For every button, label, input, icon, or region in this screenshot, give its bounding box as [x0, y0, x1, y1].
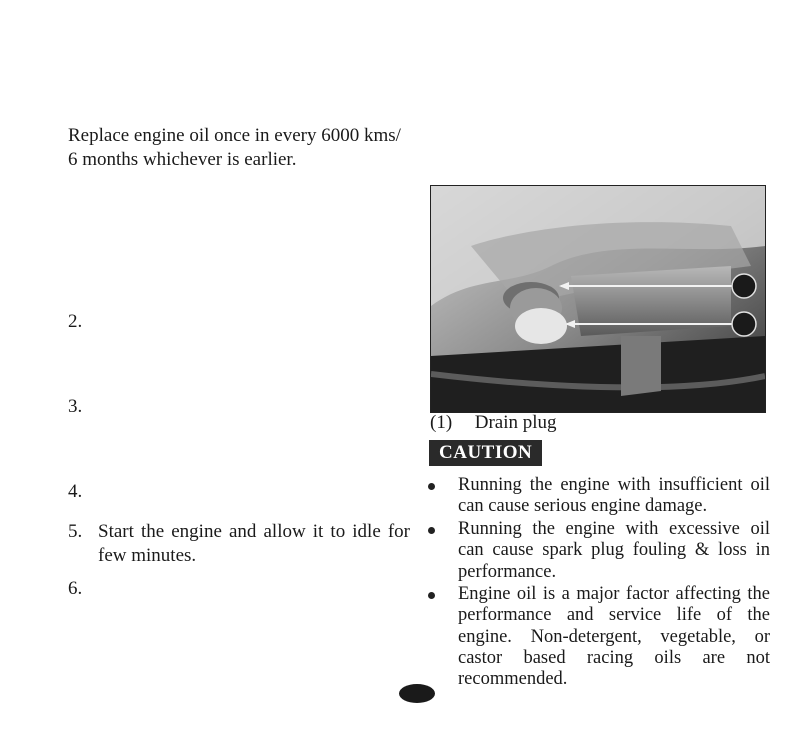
step-5-text: Start the engine and allow it to idle for few minutes. — [98, 521, 410, 566]
engine-underside-illustration — [431, 186, 765, 412]
drain-plug-photo — [430, 185, 766, 413]
bullet-dot — [428, 592, 435, 599]
page-number-badge — [399, 684, 435, 703]
step-5-number: 5. — [68, 521, 83, 542]
caution-bullet-2-text: Running the engine with excessive oil can cause spark plug fouling & loss in performance. — [458, 519, 770, 582]
caution-bullet-1-text: Running the engine with insufficient oil can cause serious engine damage. — [458, 475, 770, 517]
step-4-number: 4. — [68, 481, 83, 502]
caption-text: Drain plug — [474, 412, 557, 433]
intro-paragraph — [68, 124, 401, 172]
caution-heading: CAUTION — [429, 440, 542, 466]
caution-bullet-3-text: Engine oil is a major factor affecting the performance and service life of the engine. Non-detergent, vegetable, or castor based racing oils are not recommended. — [458, 584, 770, 690]
caption-label: (1) — [430, 412, 453, 433]
step-6-number: 6. — [68, 578, 83, 599]
intro-line-2: 6 months whichever is earlier. — [68, 149, 297, 170]
bullet-dot — [428, 483, 435, 490]
bullet-dot — [428, 527, 435, 534]
figure-caption — [430, 411, 557, 435]
step-2-number: 2. — [68, 311, 83, 332]
callout-1-marker — [732, 274, 756, 298]
callout-2-marker — [732, 312, 756, 336]
step-3-number: 3. — [68, 396, 83, 417]
intro-line-1: Replace engine oil once in every 6000 kms/ — [68, 125, 401, 146]
